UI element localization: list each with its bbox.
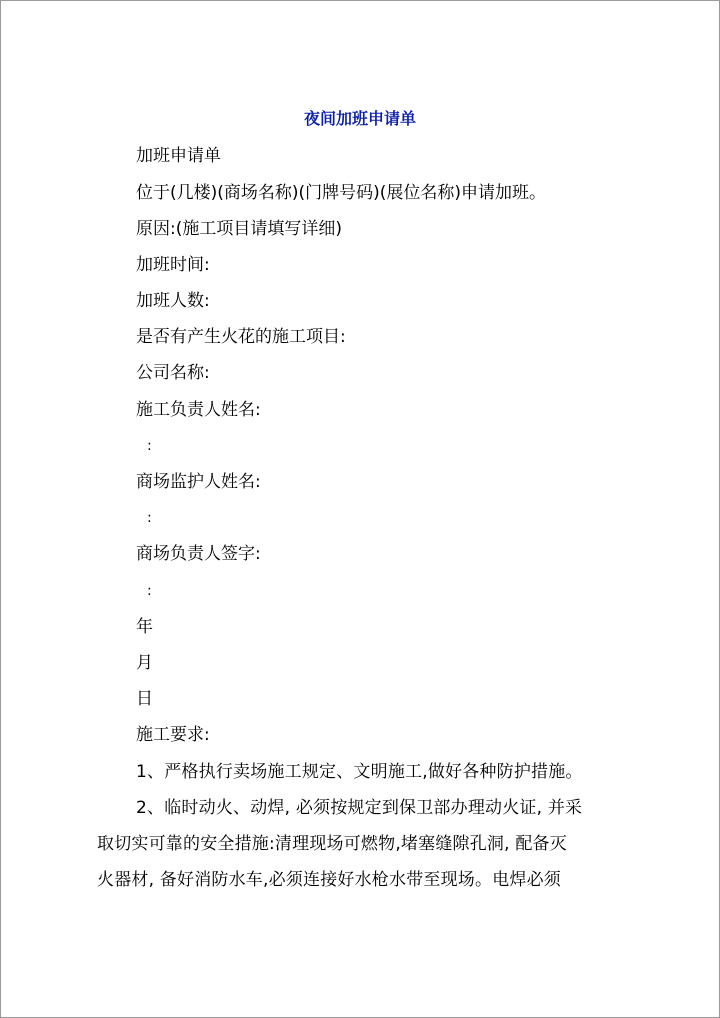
mall-supervisor-name-field: 商场监护人姓名:	[136, 472, 261, 492]
spark-work-field: 是否有产生火花的施工项目:	[136, 327, 346, 347]
overtime-time-field: 加班时间:	[136, 255, 210, 275]
form-heading: 加班申请单	[136, 146, 221, 166]
overtime-headcount-field: 加班人数:	[136, 291, 210, 311]
date-year: 年	[136, 617, 153, 637]
requirement-1: 1、严格执行卖场施工规定、文明施工,做好各种防护措施。	[136, 762, 583, 782]
location-line: 位于(几楼)(商场名称)(门牌号码)(展位名称)申请加班。	[136, 183, 547, 203]
colon-placeholder: :	[147, 510, 152, 526]
mall-manager-signature-field: 商场负责人签字:	[136, 544, 261, 564]
construction-lead-name-field: 施工负责人姓名:	[136, 400, 261, 420]
reason-field: 原因:(施工项目请填写详细)	[136, 219, 342, 239]
colon-placeholder: :	[147, 583, 152, 599]
date-day: 日	[136, 689, 153, 709]
requirement-2-line-2: 取切实可靠的安全措施:清理现场可燃物,堵塞缝隙孔洞, 配备灭	[97, 834, 567, 854]
document-title: 夜间加班申请单	[303, 109, 416, 128]
colon-placeholder: :	[147, 438, 152, 454]
requirements-heading: 施工要求:	[136, 725, 210, 745]
requirement-2-line-3: 火器材, 备好消防水车,必须连接好水枪水带至现场。电焊必须	[97, 870, 562, 890]
company-name-field: 公司名称:	[136, 363, 210, 383]
requirement-2-line-1: 2、临时动火、动焊, 必须按规定到保卫部办理动火证, 并采	[136, 798, 583, 818]
date-month: 月	[136, 653, 153, 673]
